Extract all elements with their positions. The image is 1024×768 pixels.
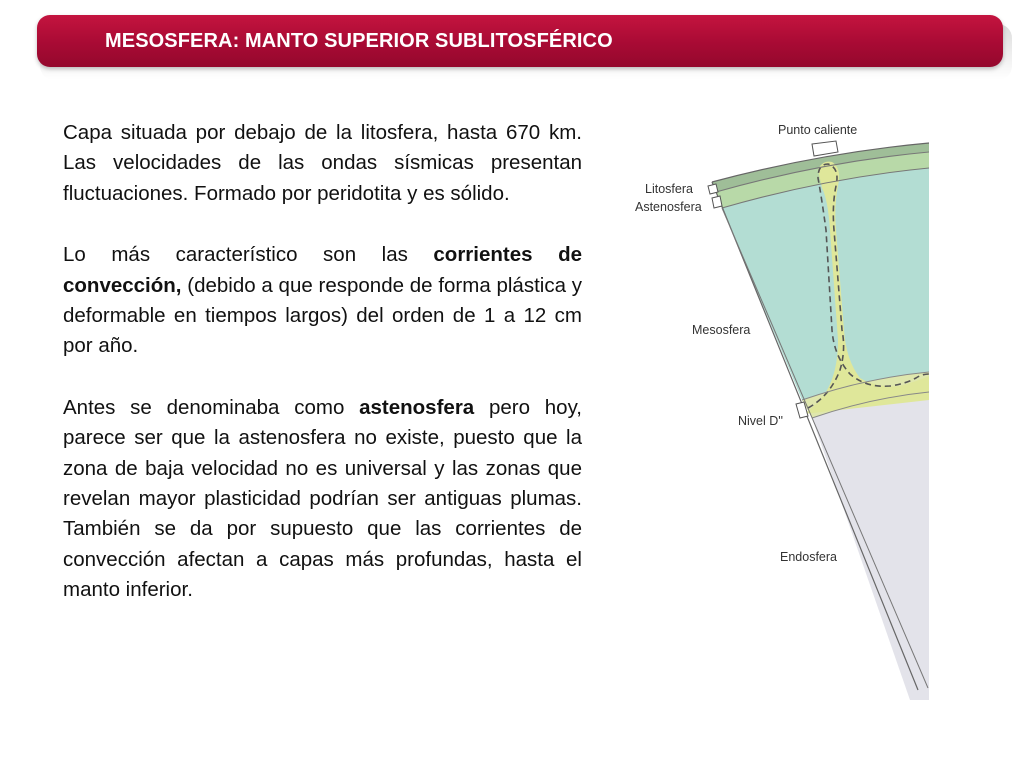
- paragraph-3-text-b: pero hoy, parece ser que la astenosfera no existe, puesto que la zona de baja velocidad no es universal y las zonas que revelan mayor plasticidad podrían ser antiguas plumas. También se da por supuesto que las corrientes de convección afectan a capas más profundas, hasta el manto inferior.: [63, 395, 582, 602]
- paragraph-3: [63, 393, 582, 606]
- slide-body: [63, 118, 582, 637]
- paragraph-3-text-a: Antes se denominaba como: [63, 395, 360, 419]
- label-mesosphere: Mesosfera: [692, 323, 751, 337]
- slide-title: MESOSFERA: MANTO SUPERIOR SUBLITOSFÉRICO: [105, 29, 613, 52]
- paragraph-3-bold: astenosfera: [359, 395, 475, 419]
- label-d-layer: Nivel D'': [738, 414, 784, 428]
- paragraph-2-text-b: (debido a que responde de forma plástica y deformable en tiempos largos) del orden de 1 a 12 cm por año.: [63, 273, 582, 358]
- label-asthenosphere: Astenosfera: [635, 200, 702, 214]
- label-lithosphere: Litosfera: [645, 182, 693, 196]
- lithosphere-leader: [708, 184, 718, 194]
- endosphere-layer: [812, 392, 929, 700]
- paragraph-1: Capa situada por debajo de la litosfera, hasta 670 km. Las velocidades de las ondas sísmicas presentan fluctuaciones. Formado por peridotita y es sólido.: [63, 121, 582, 205]
- earth-layers-diagram: [620, 110, 940, 700]
- label-hotspot: Punto caliente: [778, 123, 858, 137]
- label-endosphere: Endosfera: [780, 550, 837, 564]
- asthenosphere-leader: [712, 196, 722, 208]
- title-bar: [37, 15, 1003, 67]
- hotspot-marker: [812, 141, 838, 156]
- paragraph-2: [63, 240, 582, 362]
- paragraph-2-text-a: Lo más característico son las: [63, 243, 434, 267]
- paragraph-2-bold: corrientes de convección,: [63, 243, 582, 297]
